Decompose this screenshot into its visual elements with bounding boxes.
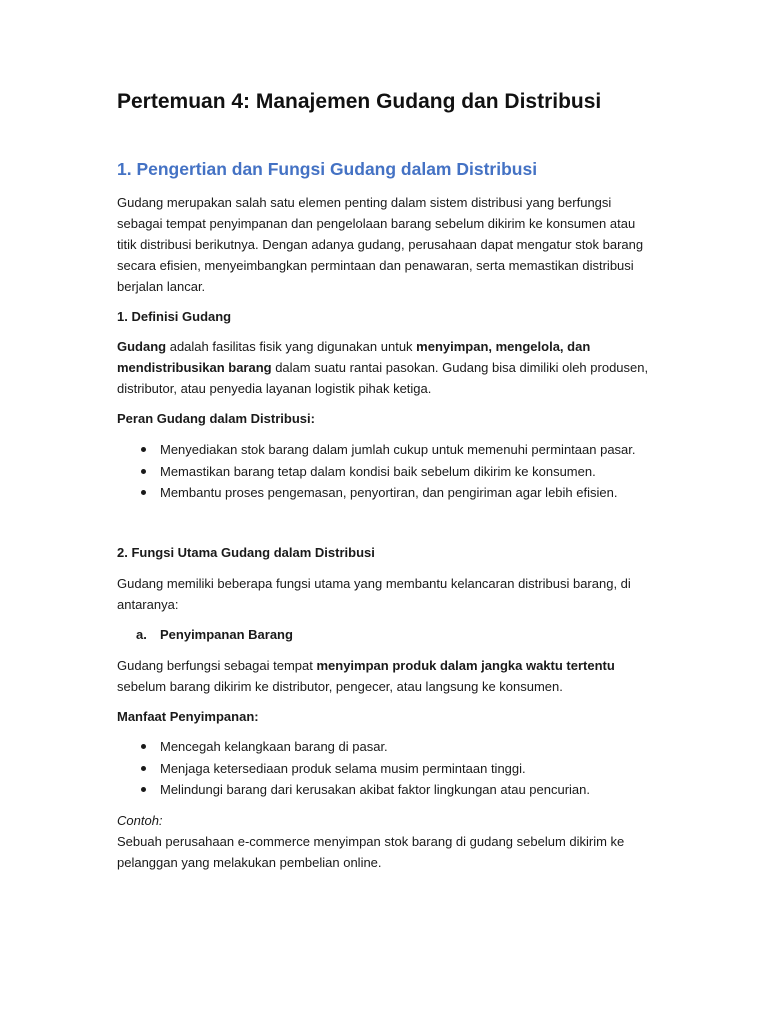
list-item: Memastikan barang tetap dalam kondisi baik sebelum dikirim ke konsumen.	[117, 461, 657, 483]
penyimpanan-bold: menyimpan produk dalam jangka waktu tertentu	[316, 658, 615, 673]
list-item: Membantu proses pengemasan, penyortiran, dan pengiriman agar lebih efisien.	[117, 482, 657, 504]
list-item: Melindungi barang dari kerusakan akibat faktor lingkungan atau pencurian.	[117, 779, 657, 801]
list-item: Mencegah kelangkaan barang di pasar.	[117, 736, 657, 758]
definisi-bold: menyimpan, mengelola, dan mendistribusikan barang	[117, 339, 591, 375]
list-marker: a.	[136, 627, 147, 642]
document-title: Pertemuan 4: Manajemen Gudang dan Distribusi	[117, 90, 602, 113]
definisi-text-1: adalah fasilitas fisik yang digunakan untuk	[166, 339, 417, 354]
list-item: Menjaga ketersediaan produk selama musim permintaan tinggi.	[117, 758, 657, 780]
intro-paragraph: Gudang merupakan salah satu elemen penting dalam sistem distribusi yang berfungsi sebagai tempat penyimpanan dan pengelolaan barang sebelum dikirim ke konsumen atau titik distribusi berikutnya. Dengan adanya gudang, perusahaan dapat mengatur stok barang secara efisien, menyeimbangkan permintaan dan penawaran, serta memastikan distribusi berjalan lancar.	[117, 195, 644, 294]
fungsi-heading: 2. Fungsi Utama Gudang dalam Distribusi	[117, 545, 375, 560]
fungsi-intro: Gudang memiliki beberapa fungsi utama yang membantu kelancaran distribusi barang, di antaranya:	[117, 576, 631, 612]
penyimpanan-text-1: Gudang berfungsi sebagai tempat	[117, 658, 317, 673]
peran-heading: Peran Gudang dalam Distribusi:	[117, 411, 315, 426]
penyimpanan-label: Penyimpanan Barang	[160, 627, 293, 642]
definisi-text-2: dalam suatu rantai pasokan. Gudang bisa dimiliki oleh produsen, distributor, atau penyedia layanan logistik pihak ketiga.	[117, 360, 649, 396]
penyimpanan-paragraph	[117, 655, 657, 697]
penyimpanan-text-2: sebelum barang dikirim ke distributor, pengecer, atau langsung ke konsumen.	[117, 679, 563, 694]
definisi-term: Gudang	[117, 339, 167, 354]
definisi-heading: 1. Definisi Gudang	[117, 309, 232, 324]
manfaat-list	[117, 736, 657, 801]
list-item: Menyediakan stok barang dalam jumlah cukup untuk memenuhi permintaan pasar.	[117, 439, 657, 461]
contoh-text: Sebuah perusahaan e-commerce menyimpan stok barang di gudang sebelum dikirim ke pelanggan yang melakukan pembelian online.	[117, 834, 625, 870]
section-heading-1: 1. Pengertian dan Fungsi Gudang dalam Distribusi	[117, 159, 538, 179]
contoh-label: Contoh:	[117, 813, 163, 828]
manfaat-heading: Manfaat Penyimpanan:	[117, 709, 259, 724]
definisi-paragraph	[117, 336, 657, 399]
penyimpanan-subheading	[117, 624, 657, 645]
peran-list	[117, 439, 657, 504]
